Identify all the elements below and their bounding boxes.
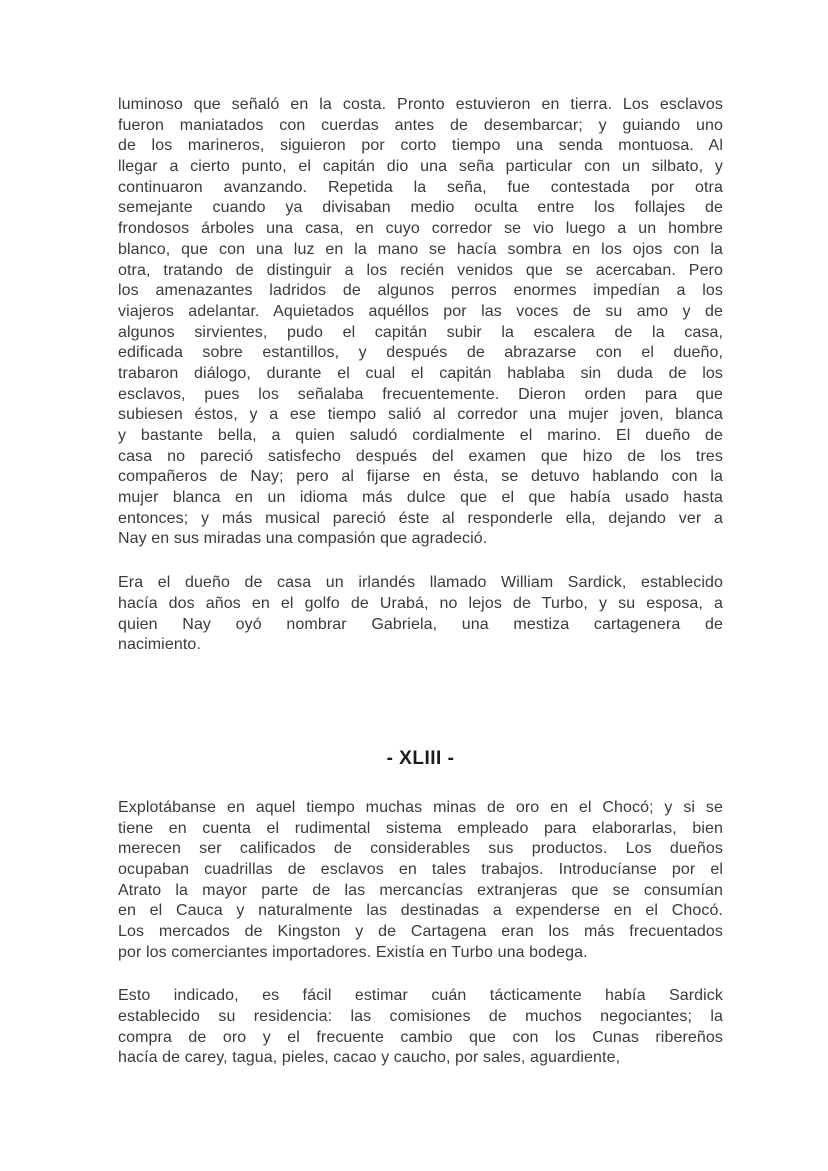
text-line: los amenazantes ladridos de algunos perros enormes impedían a los: [118, 282, 723, 300]
text-line: edificada sobre estantillos, y después de abrazarse con el dueño,: [118, 344, 723, 362]
text-block: [118, 95, 723, 1069]
text-line: merecen ser calificados de considerables sus productos. Los dueños: [118, 840, 723, 858]
text-line: de los marineros, siguieron por corto tiempo una senda montuosa. Al: [118, 137, 723, 155]
text-line: fueron maniatados con cuerdas antes de desembarcar; y guiando uno: [118, 116, 723, 134]
text-line: frondosos árboles una casa, en cuyo corredor se vio luego a un hombre: [118, 220, 723, 238]
text-line: establecido su residencia: las comisiones de muchos negociantes; la: [118, 1008, 723, 1026]
paragraph: [118, 798, 723, 964]
text-line: algunos sirvientes, pudo el capitán subir la escalera de la casa,: [118, 323, 723, 341]
text-line: trabaron diálogo, durante el cual el capitán hablaba sin duda de los: [118, 364, 723, 382]
paragraph: [118, 986, 723, 1069]
text-line: Los mercados de Kingston y de Cartagena eran los más frecuentados: [118, 923, 723, 940]
text-line: esclavos, pues los señalaba frecuentemente. Dieron orden para que: [118, 385, 723, 403]
text-line: luminoso que señaló en la costa. Pronto estuvieron en tierra. Los esclavos: [118, 96, 723, 113]
paragraph: [118, 573, 723, 656]
text-line: tiene en cuenta el rudimental sistema empleado para elaborarlas, bien: [118, 819, 723, 837]
text-line: quien Nay oyó nombrar Gabriela, una mestiza cartagenera de: [118, 615, 723, 633]
text-line: semejante cuando ya divisaban medio oculta entre los follajes de: [118, 199, 723, 217]
text-line: continuaron avanzando. Repetida la seña, fue contestada por otra: [118, 178, 723, 196]
text-line: viajeros adelantar. Aquietados aquéllos por las voces de su amo y de: [118, 302, 723, 320]
text-line: y bastante bella, a quien saludó cordialmente el marino. El dueño de: [118, 427, 723, 444]
text-line: Nay en sus miradas una compasión que agradeció.: [118, 530, 488, 548]
text-line: por los comerciantes importadores. Existía en Turbo una bodega.: [118, 943, 588, 961]
text-line: hacía dos años en el golfo de Urabá, no lejos de Turbo, y su esposa, a: [118, 594, 723, 612]
text-line: Esto indicado, es fácil estimar cuán tácticamente había Sardick: [118, 987, 723, 1005]
text-line: entonces; y más musical pareció éste al responderle ella, dejando ver a: [118, 509, 723, 527]
text-line: mujer blanca en un idioma más dulce que el que había usado hasta: [118, 489, 723, 507]
text-line: blanco, que con una luz en la mano se hacía sombra en los ojos con la: [118, 240, 723, 258]
text-line: Era el dueño de casa un irlandés llamado William Sardick, establecido: [118, 574, 723, 592]
text-line: en el Cauca y naturalmente las destinadas a expenderse en el Chocó.: [118, 902, 723, 920]
text-line: Atrato la mayor parte de las mercancías extranjeras que se consumían: [118, 881, 723, 899]
text-line: llegar a cierto punto, el capitán dio una seña particular con un silbato, y: [118, 158, 723, 176]
chapter-heading: - XLIII -: [386, 747, 455, 769]
text-line: compra de oro y el frecuente cambio que con los Cunas ribereños: [118, 1028, 723, 1046]
text-line: otra, tratando de distinguir a los recién venidos que se acercaban. Pero: [118, 261, 723, 279]
paragraph: [118, 95, 723, 550]
text-line: nacimiento.: [118, 636, 201, 654]
text-line: ocupaban cuadrillas de esclavos en tales trabajos. Introducíanse por el: [118, 860, 723, 878]
text-line: subiesen éstos, y a ese tiempo salió al corredor una mujer joven, blanca: [118, 406, 723, 424]
text-line: hacía de carey, tagua, pieles, cacao y caucho, por sales, aguardiente,: [118, 1049, 621, 1067]
text-line: compañeros de Nay; pero al fijarse en ésta, se detuvo hablando con la: [118, 468, 723, 486]
text-line: Explotábanse en aquel tiempo muchas minas de oro en el Chocó; y si se: [118, 798, 723, 816]
text-line: casa no pareció satisfecho después del examen que hizo de los tres: [118, 447, 723, 465]
